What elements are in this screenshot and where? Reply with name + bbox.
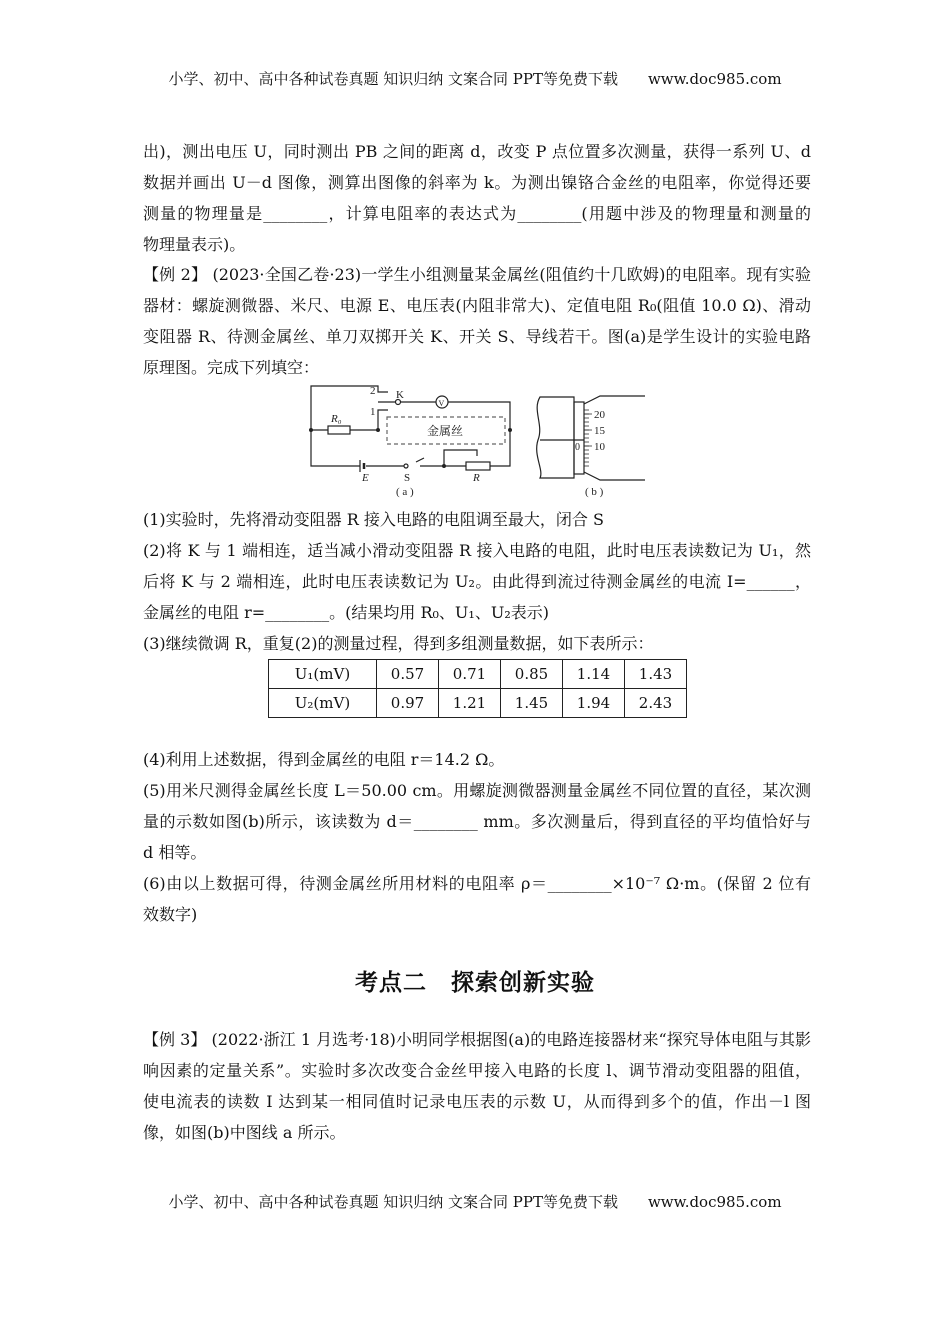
text-line: 响因素的定量关系”。实验时多次改变合金丝甲接入电路的长度 l、调节滑动变阻器的阻值，: [143, 1061, 811, 1080]
page-footer: [0, 1191, 950, 1212]
svg-text:1: 1: [370, 406, 376, 418]
text-line: 原理图。完成下列填空：: [143, 358, 320, 377]
cell: 0.85: [501, 660, 563, 689]
cell: 1.21: [439, 689, 501, 718]
svg-text:S: S: [404, 472, 411, 484]
text-line: 测量的物理量是________，计算电阻率的表达式为________(用题中涉及的物理量和测量的: [143, 204, 811, 223]
page-header: [0, 68, 950, 89]
cell: 0.71: [439, 660, 501, 689]
text-line: 出)，测出电压 U，同时测出 PB 之间的距离 d，改变 P 点位置多次测量，获得一系列 U、d: [143, 142, 811, 161]
text-line: (4)利用上述数据，得到金属丝的电阻 r＝14.2 Ω。: [143, 750, 505, 769]
svg-text:10: 10: [594, 441, 605, 453]
text-line: 数据并画出 U－d 图像，测算出图像的斜率为 k。为测出镍铬合金丝的电阻率，你觉得还要: [143, 173, 811, 192]
cell: 1.14: [563, 660, 625, 689]
footer-text: 小学、初中、高中各种试卷真题 知识归纳 文案合同 PPT等免费下载: [168, 1193, 618, 1211]
text-line: d 相等。: [143, 843, 207, 862]
text-line: 【例 3】 (2022·浙江 1 月选考·18)小明同学根据图(a)的电路连接器材来“探究导体电阻与其影: [143, 1030, 811, 1049]
svg-text:E: E: [362, 472, 369, 484]
cell: 0.97: [377, 689, 439, 718]
text-line: 金属丝的电阻 r=________。(结果均用 R₀、U₁、U₂表示): [143, 603, 549, 622]
svg-text:20: 20: [594, 409, 605, 421]
cell: 0.57: [377, 660, 439, 689]
micrometer-diagram-b: [537, 396, 645, 498]
text-line: (1)实验时，先将滑动变阻器 R 接入电路的电阻调至最大，闭合 S: [143, 510, 604, 529]
row-label: U₂(mV): [269, 689, 377, 718]
section-title: 考点二 探索创新实验: [355, 970, 595, 996]
text-line: (5)用米尺测得金属丝长度 L＝50.00 cm。用螺旋测微器测量金属丝不同位置的直径，某次测: [143, 781, 811, 800]
text-line: (6)由以上数据可得，待测金属丝所用材料的电阻率 ρ＝________×10⁻⁷ Ω·m。(保留 2 位有: [143, 874, 811, 893]
cell: 1.43: [625, 660, 687, 689]
svg-text:15: 15: [594, 425, 605, 437]
svg-text:金属丝: 金属丝: [427, 424, 464, 438]
footer-url[interactable]: www.doc985.com: [647, 1193, 782, 1211]
text-line: 器材：螺旋测微器、米尺、电源 E、电压表(内阻非常大)、定值电阻 R₀(阻值 10.0 Ω)、滑动: [143, 296, 811, 315]
text-line: 物理量表示)。: [143, 235, 246, 254]
text-line: (2)将 K 与 1 端相连，适当减小滑动变阻器 R 接入电路的电阻，此时电压表读数记为 U₁，然: [143, 541, 811, 560]
svg-text:K: K: [396, 389, 404, 401]
svg-text:( a ): ( a ): [396, 486, 414, 498]
svg-text:R: R: [473, 472, 480, 484]
text-line: 【例 2】 (2023·全国乙卷·23)一学生小组测量某金属丝(阻值约十几欧姆)的电阻率。现有实验: [143, 265, 811, 284]
data-table: [268, 659, 687, 718]
text-line: 变阻器 R、待测金属丝、单刀双掷开关 K、开关 S、导线若干。图(a)是学生设计的实验电路: [143, 327, 811, 346]
text-line: 使电流表的读数 I 达到某一相同值时记录电压表的示数 U，从而得到多个的值，作出－l 图: [143, 1092, 811, 1111]
table-row: [269, 660, 687, 689]
text-line: 量的示数如图(b)所示，该读数为 d＝________ mm。多次测量后，得到直径的平均值恰好与: [143, 812, 811, 831]
text-line: 效数字): [143, 905, 198, 924]
svg-text:2: 2: [370, 385, 376, 397]
table-row: [269, 689, 687, 718]
text-line: (3)继续微调 R，重复(2)的测量过程，得到多组测量数据，如下表所示：: [143, 634, 654, 653]
figure-circuit-and-micrometer: [300, 380, 650, 502]
cell: 1.94: [563, 689, 625, 718]
svg-text:( b ): ( b ): [585, 486, 604, 498]
row-label: U₁(mV): [269, 660, 377, 689]
svg-text:R₀: R₀: [331, 413, 342, 425]
svg-text:V: V: [438, 399, 445, 408]
cell: 2.43: [625, 689, 687, 718]
cell: 1.45: [501, 689, 563, 718]
header-url[interactable]: www.doc985.com: [647, 70, 782, 88]
text-line: 后将 K 与 2 端相连，此时电压表读数记为 U₂。由此得到流过待测金属丝的电流 I=______，: [143, 572, 811, 591]
circuit-diagram-a: [309, 385, 512, 498]
text-line: 像，如图(b)中图线 a 所示。: [143, 1123, 346, 1142]
svg-text:0: 0: [575, 442, 580, 453]
header-text: 小学、初中、高中各种试卷真题 知识归纳 文案合同 PPT等免费下载: [168, 70, 618, 88]
